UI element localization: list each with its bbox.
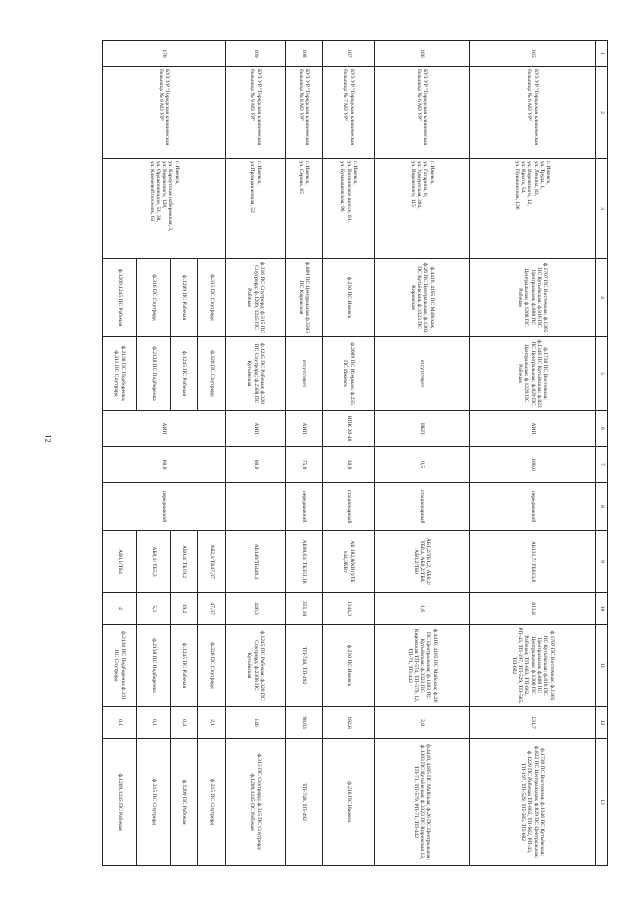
notes: ф.1209 ПС Рабочая	[171, 739, 198, 866]
organization-name: БУЗ УР "Городская клиническая больница № 6 МЗ УР"	[375, 67, 470, 159]
power-value: 60,0	[103, 447, 226, 483]
load-value: 351,18	[286, 593, 323, 625]
notes: ф.315 ПС Спутрорд	[137, 739, 171, 866]
address: г. Ижевск, ул. Карлутская набережная, 3, ул. Воровского, 128, ул. Орджоникидзе, 51, 38, ул. Ключевой поселок, 63	[103, 159, 226, 259]
reserve-supply: ф.2138 ПС Подборенка; ф.311 ПС Спутрорд	[103, 337, 137, 411]
header-cell: 8	[596, 483, 608, 531]
source-type: ИПК 20-40	[323, 411, 375, 447]
address: г. Ижевск, ул. Гагарина, 6, ул. Удмуртская, 304, ул. Воровского, 115	[375, 159, 470, 259]
reserve-supply: отсутствует	[375, 337, 470, 411]
load-value: 613,8	[470, 593, 596, 625]
power-value: 0,5	[375, 447, 470, 483]
load-value: 4	[103, 593, 137, 625]
load-secondary: 146	[226, 707, 286, 739]
main-supply: ф.809 ПС Центральная ф.3305 ПС Кировская	[286, 259, 323, 337]
power-value: 30,0	[323, 447, 375, 483]
model-spec: АБ146/ТБ446,3	[226, 531, 286, 593]
model-spec: АБ2,1/ТБ47,37	[198, 531, 226, 593]
address: г. Ижевск, ул.Промышленная, 52	[226, 159, 286, 259]
main-supply: ф.316 ПС Спутрорд; ф.315 ПС Спутрорд; ф.1209, 1245 ПС Рабочая	[226, 259, 286, 337]
feeders: ф.320 ПС Спутрорд	[198, 625, 226, 707]
header-row	[596, 41, 608, 866]
table-row	[226, 41, 286, 866]
address: г. Ижевск, ул. Труда, 1, ул. Ленина, 83, ул. Воровского, 12, ул. Крыта, 54, ул. Пушкинская, 136	[470, 159, 596, 259]
load-value: 47,37	[198, 593, 226, 625]
feeders: ф.1245 ПС Рабочая; ф.320 ПС Спутрорд; ф.2308 ПС Кутьёвская	[226, 625, 286, 707]
model-spec: АБ1,2/ТБ1,2, АБ0,2/ТБ0,4, АБ0,2/ТБ0, АБ0,2/ТБ0	[375, 531, 470, 593]
installation-kind: передвижной	[103, 483, 226, 531]
load-secondary: 131,7	[470, 707, 596, 739]
main-supply: ф.1209 ПС Рабочая	[171, 259, 198, 337]
main-supply: ф.315 ПС Спутрорд	[198, 259, 226, 337]
source-type: АИП	[103, 411, 226, 447]
row-number: 165	[470, 41, 596, 67]
load-secondary: 0,1	[137, 707, 171, 739]
notes: ф.315 ПС Спутрорд	[198, 739, 226, 866]
reserve-supply: ф.2138 ПС Подборенка	[137, 337, 171, 411]
load-value: 1144,3	[323, 593, 375, 625]
table-row	[198, 41, 226, 866]
organization-name: БУЗ УР "Городская клиническая больница № 6 МЗ УР"	[470, 67, 596, 159]
reserve-supply: ф.320 ПС Спутрорд	[198, 337, 226, 411]
installation-kind	[226, 483, 286, 531]
row-number: 166	[375, 41, 470, 67]
address: г. Ижевск, ул. Воткинское шоссе, 81, ул. Буммашевская, 96	[323, 159, 375, 259]
header-cell: 4	[596, 259, 608, 337]
load-secondary: 0,4	[171, 707, 198, 739]
feeders: ф.1245 ПС Рабочая	[171, 625, 198, 707]
power-supply-table	[102, 40, 608, 866]
installation-kind: стационарный	[323, 483, 375, 531]
header-cell: 7	[596, 447, 608, 483]
reserve-supply: отсутствует	[286, 337, 323, 411]
model-spec: АБ131,7/ ТБ613,8	[470, 531, 596, 593]
source-type: АИП	[286, 411, 323, 447]
installation-kind: стационарный	[375, 483, 470, 531]
reserve-supply: ф.1245 ПС Рабочая; ф.320 ПС Спутрорд; ф.2308 ПС Кутьёвская	[226, 337, 286, 411]
installation-kind: передвижной	[470, 483, 596, 531]
organization-name: БУЗ УР "Городская клиническая больница № 9 МЗ УР"	[226, 67, 286, 159]
load-secondary: 2,1	[198, 707, 226, 739]
address: г. Ижевск, ул. Серова, 65	[286, 159, 323, 259]
header-cell: 13	[596, 739, 608, 866]
feeders: ф.4410, 4105 ПС Майская; ф.26 ПС Центральная; ф.1303 ПС Кутьёвская; ф.3323 ПС Кировская ТП-574, ТП-579, 12, ТП-71, ТП-442	[375, 625, 470, 707]
model-spec: АБ0,1/ ТБ5,3	[137, 531, 171, 593]
model-spec: АБ0,4/ ТБ19,2	[171, 531, 198, 593]
reserve-supply: ф.2009 ПС Игерман; ф.235 ПС Ижевск	[323, 337, 375, 411]
load-value: 5,3	[137, 593, 171, 625]
header-cell: 1	[596, 41, 608, 67]
feeders: ТП-748, ТП-492	[286, 625, 323, 707]
notes: ф.315 ПС Спутрорд; ф.315 ПС Спутрорд; ф.1209,1245 ПС Рабочая	[226, 739, 286, 866]
source-type: АИП	[226, 411, 286, 447]
organization-name: БУЗ УР "Городская клиническая больница № 8 МЗ УР"	[286, 67, 323, 159]
power-value: 60,0	[226, 447, 286, 483]
model-spec: АБ 182,8(КВт)/ТБ 144,3КВт	[323, 531, 375, 593]
reserve-supply: ф.1245 ПС Рабочая	[171, 337, 198, 411]
header-cell: 3	[596, 159, 608, 259]
load-secondary: 2,8	[375, 707, 470, 739]
feeders: ф.2138 ПС Подборенка	[137, 625, 171, 707]
power-value: 100,0	[470, 447, 596, 483]
page-number: 12	[43, 434, 53, 443]
organization-name: БУЗ УР "Городская клиническая больница № 9 МЗ УР"	[103, 67, 226, 159]
main-supply: ф.210 ПС Ижевск	[323, 259, 375, 337]
row-number: 168	[286, 41, 323, 67]
header-cell: 12	[596, 707, 608, 739]
header-cell: 5	[596, 337, 608, 411]
table-row	[375, 41, 470, 866]
load-value: 446,3	[226, 593, 286, 625]
row-number: 167	[323, 41, 375, 67]
table-row	[470, 41, 596, 866]
main-supply: ф.316 ПС Спутрорд	[137, 259, 171, 337]
source-type: АИП	[470, 411, 596, 447]
main-supply: ф.1707 ПС Восточная; ф.1305 ПС Кутьёвская; ф.816 ПС Центральная; ф.808 ПС Центральная; ф.1208 ПС Рабочая	[470, 259, 596, 337]
load-value: 19,2	[171, 593, 198, 625]
header-cell: 6	[596, 411, 608, 447]
notes: ф.1730 ПС Восточная; ф.1346 ПС Кутьёвская; ф.822 ПС Центральная; ф.829 ПС Центральная; ф.1229 ПС Рабочая ТП-663, ТП-662, РП-43, ТП-197, ТП-529, ТП-585, ТП-602	[470, 739, 596, 866]
header-cell: 11	[596, 625, 608, 707]
feeders: ф.2138 ПС Подборенка ф.311 ПС Спутрорд	[103, 625, 137, 707]
header-cell: 9	[596, 531, 608, 593]
feeders: ф.210 ПС Ижевск	[323, 625, 375, 707]
table-row	[286, 41, 323, 866]
model-spec: АБ98,63/ ТБ351,18	[286, 531, 323, 593]
load-secondary: 182,8	[323, 707, 375, 739]
feeders: ф.1707 ПС Восточная; ф.1305 ПС Кутьёвская; ф.816 ПС Центральная; ф.808 ПС Центральная; ф.1208 ПС Рабочая; ТП-663, ТП-662, РП-43, ТП-197, ТП-529, ТП-585, ТП-602	[470, 625, 596, 707]
model-spec: АБ0,1/ТБ4	[103, 531, 137, 593]
organization-name: БУЗ УР "Городская клиническая больница № 7 МЗ УР"	[323, 67, 375, 159]
main-supply: ф.4410, 4105 ПС Майская; ф.26 ПС Центральная; ф.1303 ПС Кутьёвская; ф.3323 ПС Кировская	[375, 259, 470, 337]
source-type: ИБП	[375, 411, 470, 447]
load-secondary: 98,63	[286, 707, 323, 739]
installation-kind: передвижной	[286, 483, 323, 531]
row-number: 170	[103, 41, 226, 67]
load-secondary: 0,1	[103, 707, 137, 739]
table-row	[323, 41, 375, 866]
power-value: 75,0	[286, 447, 323, 483]
row-number: 169	[226, 41, 286, 67]
load-value: 1,6	[375, 593, 470, 625]
notes: ф.1209,1245 ПС Рабочая	[103, 739, 137, 866]
notes: ф.4410, 4105 ПС Майская; ф.26 ПС Центральная; ф.1303 ПС Кутьёвская; ф.3323 ПС Кировская 12, ТП-71, ТП-579, РП-71, ТП-442	[375, 739, 470, 866]
header-cell: 10	[596, 593, 608, 625]
notes: ф.210 ПС Ижевск	[323, 739, 375, 866]
main-supply: ф.1209,1245 ПС Рабочая	[103, 259, 137, 337]
header-cell: 2	[596, 67, 608, 159]
reserve-supply: ф.1730 ПС Восточная; ф.1346 ПС Кутьёвская; ф.822 ПС Центральная; ф.829 ПС Центральная; ф.1229 ПС Рабочая	[470, 337, 596, 411]
notes: ТП-748, ТП-492	[286, 739, 323, 866]
